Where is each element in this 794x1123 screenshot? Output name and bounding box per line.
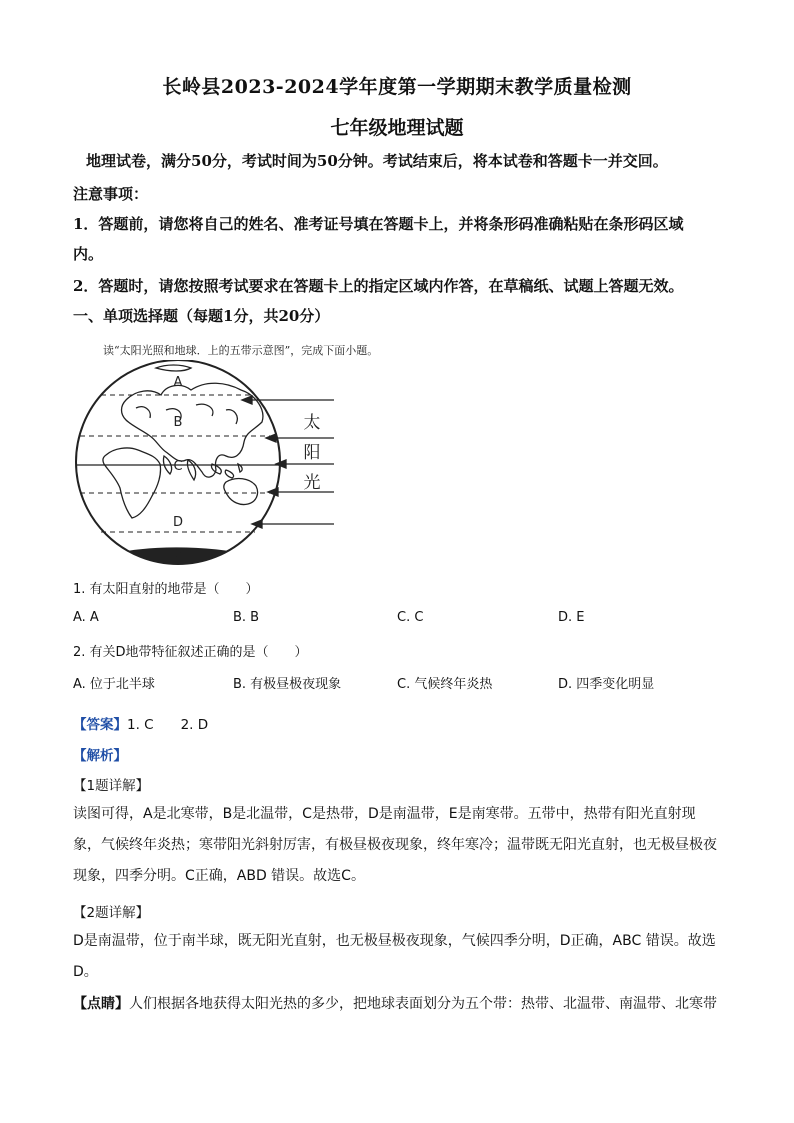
answer-label: 【答案】 xyxy=(73,717,127,733)
notice-heading: 注意事项： xyxy=(73,185,149,203)
answer-text: 1. C 2. D xyxy=(127,717,209,733)
q1-explanation-line-2: 象，气候终年炎热；寒带阳光斜射厉害，有极昼极夜现象，终年寒冷；温带既无阳光直射，也无极昼极夜 xyxy=(73,837,717,853)
question-2-option-a: A. 位于北半球 xyxy=(73,677,155,692)
exam-title: 长岭县2023-2024学年度第一学期期末教学质量检测 xyxy=(162,76,632,98)
q2-explanation-line-2: D。 xyxy=(73,964,98,980)
notice-item-2: 2．答题时，请您按照考试要求在答题卡上的指定区域内作答，在草稿纸、试题上答题无效。 xyxy=(73,277,684,295)
tip-line xyxy=(73,993,717,1013)
q2-explanation xyxy=(73,926,723,988)
sun-char-2: 阳 xyxy=(303,443,321,463)
question-2-stem: 2. 有关D地带特征叙述正确的是（ ） xyxy=(73,645,308,660)
question-2-option-b: B. 有极昼极夜现象 xyxy=(233,677,342,692)
zone-label-a: A xyxy=(173,375,183,390)
tip-label: 【点睛】 xyxy=(73,996,129,1012)
notice-item-1-line-1: 1．答题前，请您将自己的姓名、准考证号填在答题卡上，并将条形码准确粘贴在条形码区域 xyxy=(73,215,684,233)
q2-detail-label: 【2题详解】 xyxy=(73,905,150,921)
q1-explanation-line-1: 读图可得，A是北寒带，B是北温带，C是热带，D是南温带，E是南寒带。五带中，热带有阳光直射现 xyxy=(73,806,696,822)
zone-label-d: D xyxy=(172,515,184,530)
q1-explanation-line-3: 现象，四季分明。C正确，ABD 错误。故选C。 xyxy=(73,868,365,884)
section-1-heading: 一、单项选择题（每题1分，共20分） xyxy=(73,307,330,325)
zone-label-b: B xyxy=(173,415,183,430)
q1-explanation xyxy=(73,799,723,892)
exam-subtitle: 七年级地理试题 xyxy=(330,117,464,139)
notice-item-1-line-2: 内。 xyxy=(73,245,104,263)
question-2-option-d: D. 四季变化明显 xyxy=(558,677,655,692)
sun-char-1: 太 xyxy=(303,413,321,433)
instructions-intro: 地理试卷，满分50分，考试时间为50分钟。考试结束后，将本试卷和答题卡一并交回。 xyxy=(86,152,668,170)
zone-label-c: C xyxy=(173,459,183,474)
question-1-stem: 1. 有太阳直射的地带是（ ） xyxy=(73,582,259,597)
answer-line xyxy=(73,713,208,733)
question-1-option-d: D. E xyxy=(558,610,585,625)
question-1-option-b: B. B xyxy=(233,610,260,625)
question-prompt: 读“太阳光照和地球．上的五带示意图”，完成下面小题。 xyxy=(103,344,379,357)
q2-explanation-line-1: D是南温带，位于南半球，既无阳光直射，也无极昼极夜现象，气候四季分明，D正确，ABC 错误。故选 xyxy=(73,933,716,949)
sun-char-3: 光 xyxy=(303,473,321,493)
analysis-label: 【解析】 xyxy=(73,748,127,764)
question-1-option-c: C. C xyxy=(397,610,424,625)
zone-label-e: E xyxy=(173,547,183,562)
question-2-option-c: C. 气候终年炎热 xyxy=(397,677,493,692)
question-1-option-a: A. A xyxy=(73,610,99,625)
five-zones-figure xyxy=(66,360,356,575)
q1-detail-label: 【1题详解】 xyxy=(73,778,150,794)
tip-text: 人们根据各地获得太阳光热的多少，把地球表面划分为五个带：热带、北温带、南温带、北寒带 xyxy=(129,996,717,1012)
